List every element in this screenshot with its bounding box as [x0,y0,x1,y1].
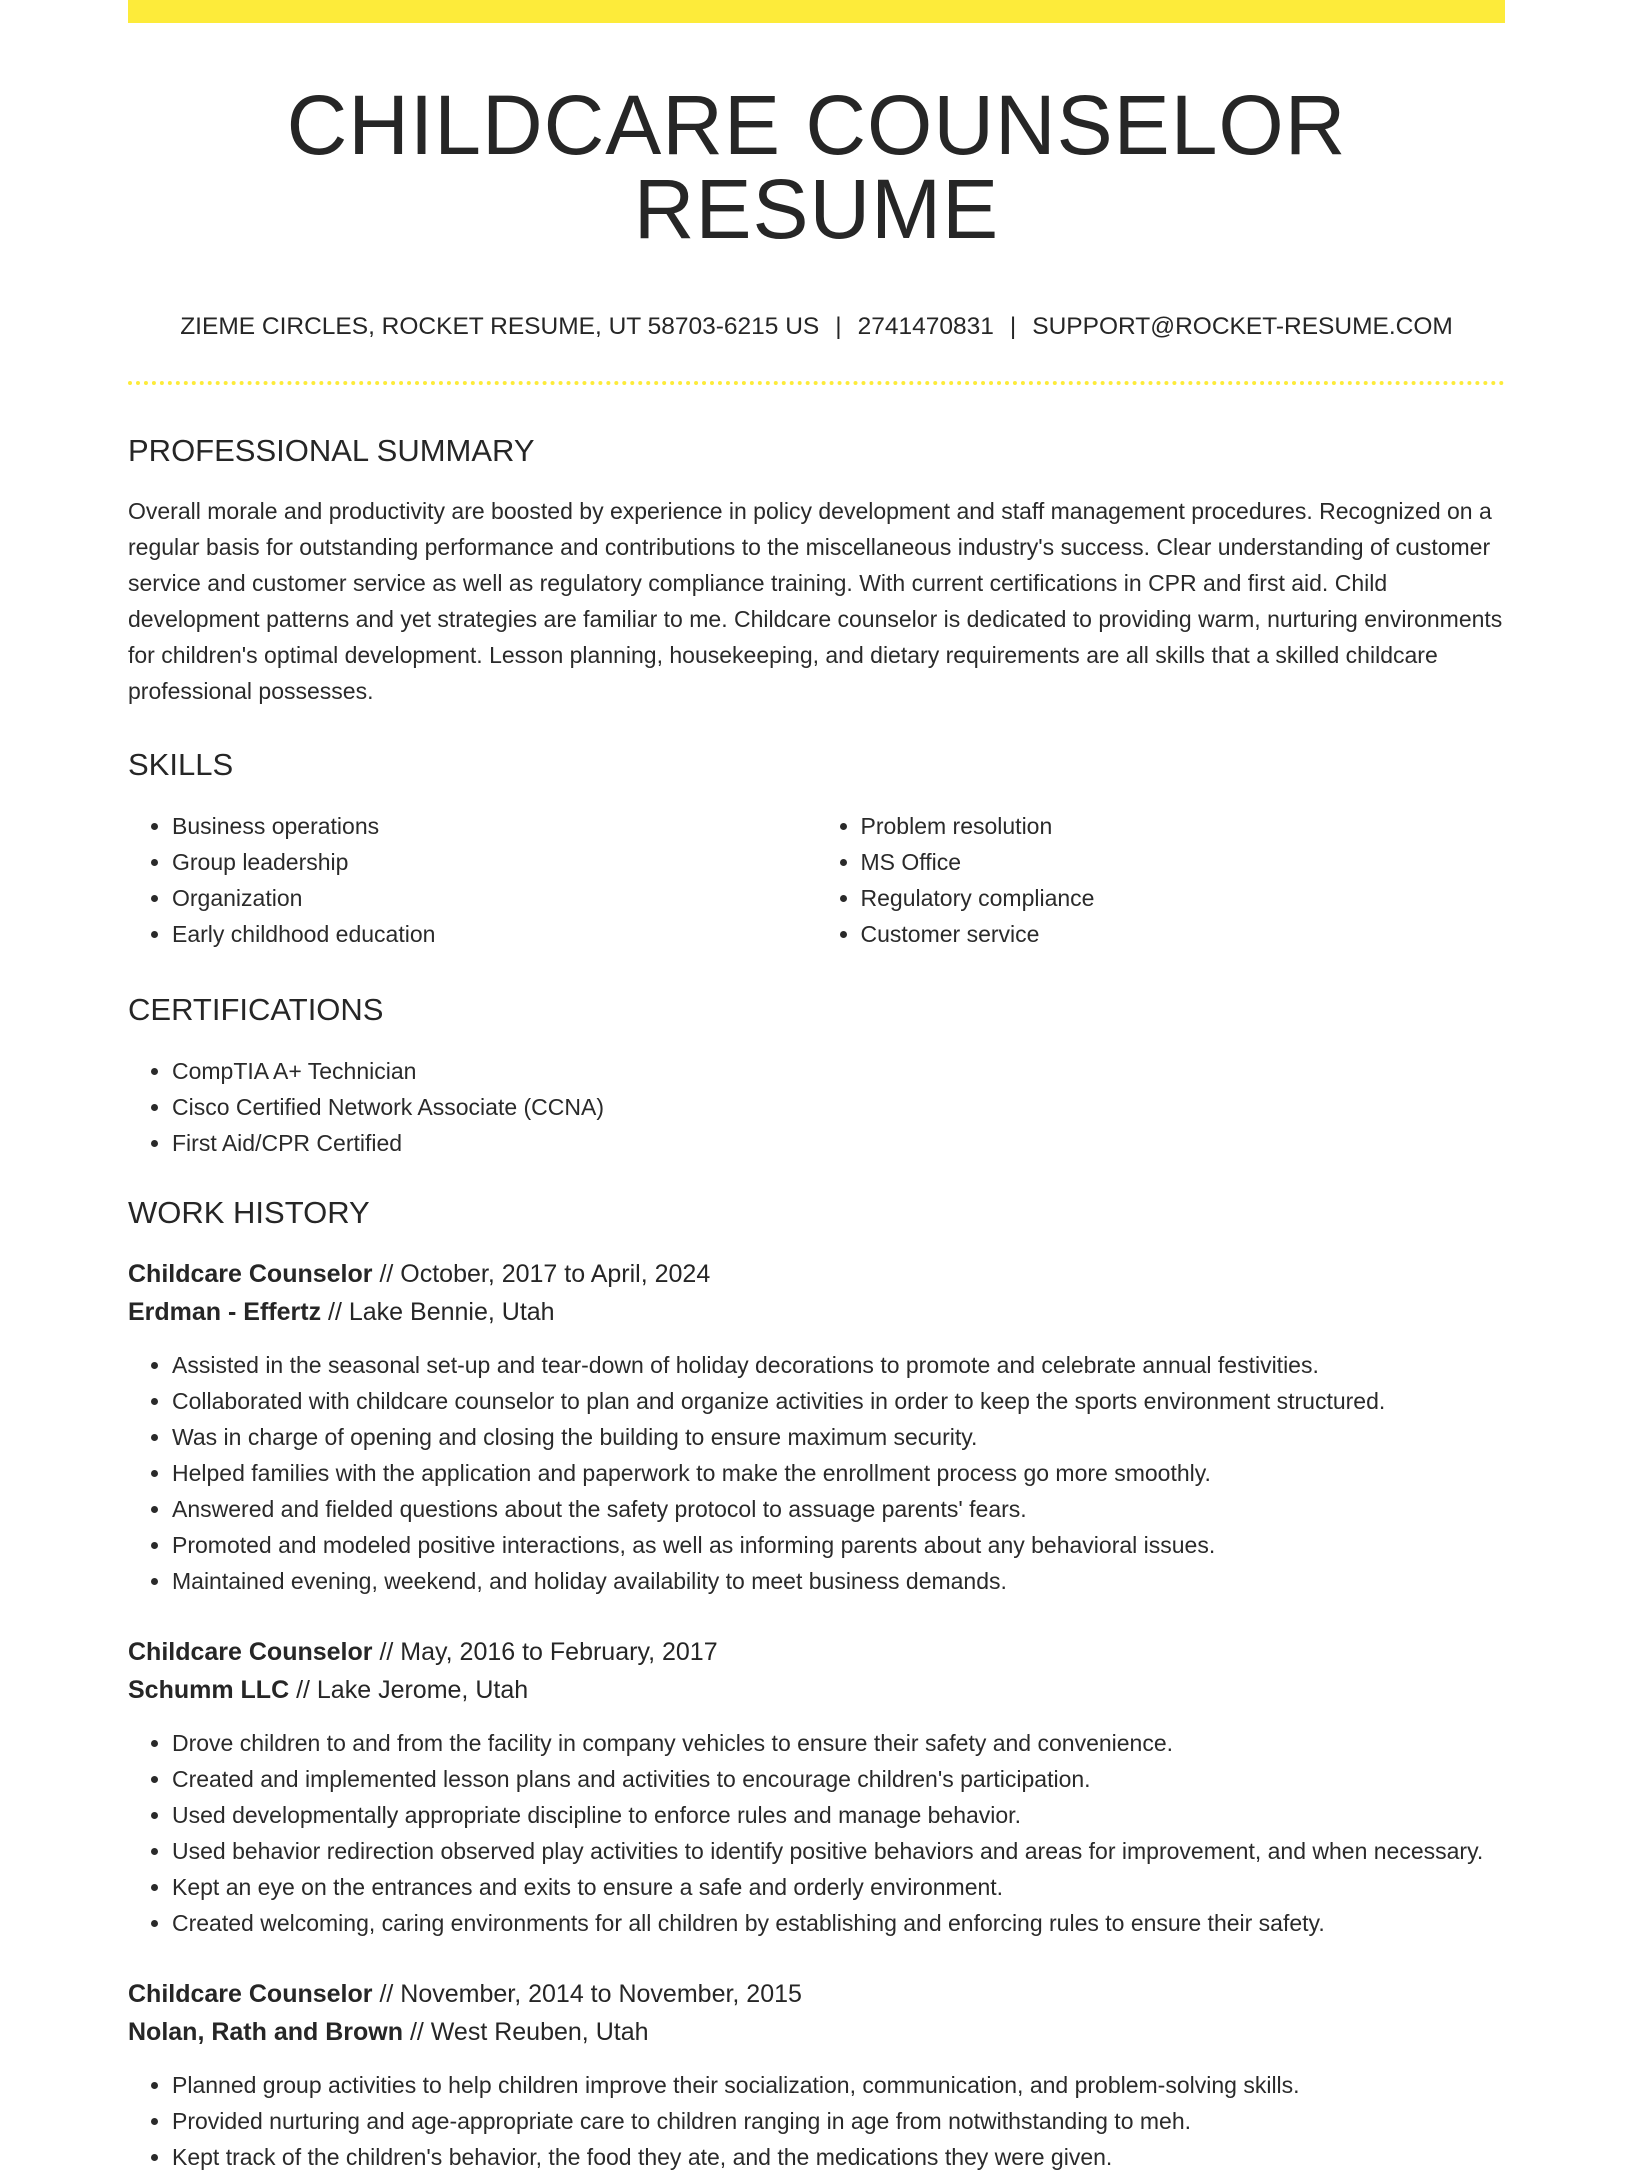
summary-section [128,432,1505,709]
contact-line [128,315,1505,340]
job-entry [128,1255,1505,1599]
job-company: Schumm LLC [128,1675,290,1704]
job-duty: • Was in charge of opening and closing the building to ensure maximum security. [172,1419,1505,1455]
contact-email: SUPPORT@ROCKET-RESUME.COM [1032,313,1453,340]
job-duties-list [128,1347,1505,1599]
job-location: // Lake Jerome, Utah [289,1675,529,1704]
job-location: // West Reuben, Utah [403,2017,649,2046]
job-company-line [128,1293,1505,1331]
skill-item: • Business operations [172,808,817,844]
job-duty: • Maintained evening, weekend, and holiday availability to meet business demands. [172,1563,1505,1599]
job-entry [128,1975,1505,2175]
contact-separator: | [835,313,842,340]
certification-item: • CompTIA A+ Technician [172,1053,1505,1089]
skill-item: • Group leadership [172,844,817,880]
job-duties-list [128,1725,1505,1941]
job-duty: • Promoted and modeled positive interactions, as well as informing parents about any behavioral issues. [172,1527,1505,1563]
job-dates: // October, 2017 to April, 2024 [372,1259,711,1288]
job-dates: // November, 2014 to November, 2015 [372,1979,802,2008]
job-duty: • Created and implemented lesson plans and activities to encourage children's participation. [172,1761,1505,1797]
skills-list-left [128,808,817,952]
job-title-line [128,1255,1505,1293]
job-company-line [128,1671,1505,1709]
resume-page [128,0,1505,2175]
job-duty: • Answered and fielded questions about the safety protocol to assuage parents' fears. [172,1491,1505,1527]
certifications-list [128,1053,1505,1161]
job-duty: • Created welcoming, caring environments for all children by establishing and enforcing rules to ensure their safety. [172,1905,1505,1941]
contact-phone: 2741470831 [857,313,994,340]
skill-item: • Organization [172,880,817,916]
job-duty: • Collaborated with childcare counselor to plan and organize activities in order to keep the sports environment structured. [172,1383,1505,1419]
job-company: Erdman - Effertz [128,1297,322,1326]
job-duty: • Kept an eye on the entrances and exits to ensure a safe and orderly environment. [172,1869,1505,1905]
job-title: Childcare Counselor [128,1637,373,1666]
skills-grid [128,808,1505,952]
job-duties-list [128,2067,1505,2175]
certifications-section [128,991,1505,1161]
job-dates: // May, 2016 to February, 2017 [372,1637,718,1666]
skill-item: • Early childhood education [172,916,817,952]
skill-item: • Regulatory compliance [861,880,1506,916]
skills-section [128,746,1505,952]
job-location: // Lake Bennie, Utah [321,1297,555,1326]
dotted-divider [128,381,1505,385]
job-title: Childcare Counselor [128,1979,373,2008]
skill-item: • Customer service [861,916,1506,952]
work-history-heading: WORK HISTORY [128,1194,370,1230]
accent-top-bar [128,0,1505,23]
certification-item: • Cisco Certified Network Associate (CCNA) [172,1089,1505,1125]
job-title: Childcare Counselor [128,1259,373,1288]
job-duty: • Assisted in the seasonal set-up and tear-down of holiday decorations to promote and celebrate annual festivities. [172,1347,1505,1383]
job-duty: • Kept track of the children's behavior, the food they ate, and the medications they were given. [172,2139,1505,2175]
summary-text: Overall morale and productivity are boosted by experience in policy development and staff management procedures. Recognized on a regular basis for outstanding performance and contributions to the miscellaneous industry's success. Clear understanding of customer service and customer service as well as regulatory compliance training. With current certifications in CPR and first aid. Child development patterns and yet strategies are familiar to me. Childcare counselor is dedicated to providing warm, nurturing environments for children's optimal development. Lesson planning, housekeeping, and dietary requirements are all skills that a skilled childcare professional possesses. [128,497,1503,704]
job-duty: • Used behavior redirection observed play activities to identify positive behaviors and areas for improvement, and when necessary. [172,1833,1505,1869]
job-duty: • Drove children to and from the facility in company vehicles to ensure their safety and convenience. [172,1725,1505,1761]
contact-separator: | [1009,313,1017,340]
job-company: Nolan, Rath and Brown [128,2017,403,2046]
job-company-line [128,2013,1505,2051]
job-duty: • Provided nurturing and age-appropriate care to children ranging in age from notwithstanding to meh. [172,2103,1505,2139]
job-title-line [128,1975,1505,2013]
job-title-line [128,1633,1505,1671]
resume-title: CHILDCARE COUNSELOR RESUME [286,78,1347,256]
skills-heading: SKILLS [128,746,234,782]
skills-list-right [817,808,1506,952]
contact-address: ZIEME CIRCLES, ROCKET RESUME, UT 58703-6215 US [180,313,820,340]
summary-heading: PROFESSIONAL SUMMARY [128,432,535,468]
job-entry [128,1633,1505,1941]
skill-item: • MS Office [861,844,1506,880]
certifications-heading: CERTIFICATIONS [128,991,384,1027]
job-duty: • Helped families with the application and paperwork to make the enrollment process go more smoothly. [172,1455,1505,1491]
job-duty: • Planned group activities to help children improve their socialization, communication, and problem-solving skills. [172,2067,1505,2103]
certification-item: • First Aid/CPR Certified [172,1125,1505,1161]
skill-item: • Problem resolution [861,808,1506,844]
job-duty: • Used developmentally appropriate discipline to enforce rules and manage behavior. [172,1797,1505,1833]
work-history-section [128,1194,1505,2175]
